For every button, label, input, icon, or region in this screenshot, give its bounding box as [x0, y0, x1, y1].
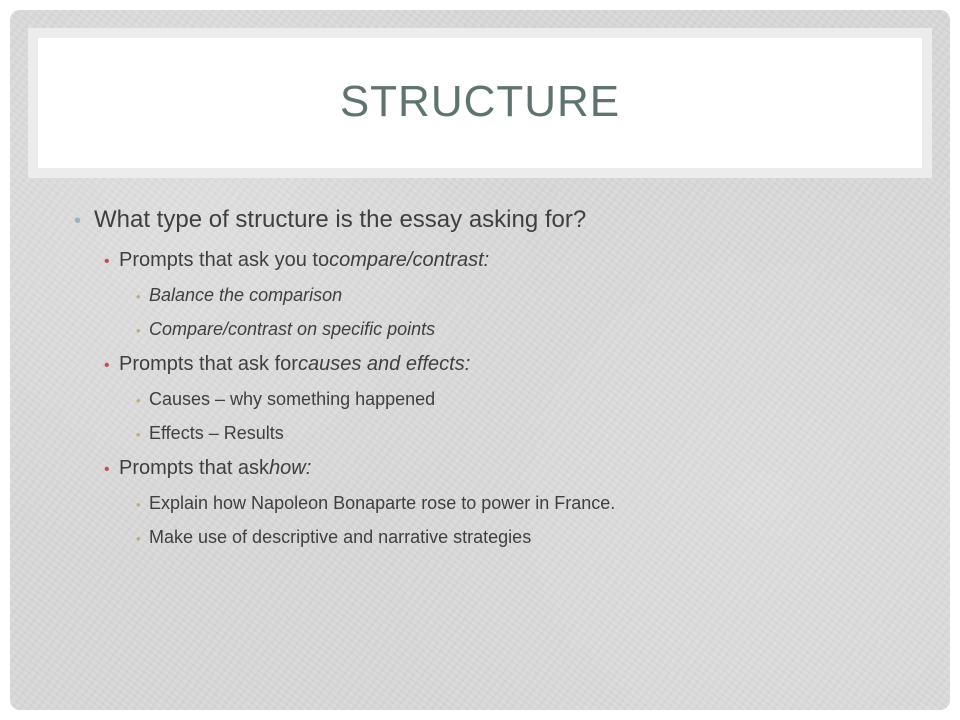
bullet-text: Effects – Results	[149, 423, 284, 443]
bullet-item-effects	[136, 416, 928, 450]
bullet-dot-icon: •	[74, 210, 82, 232]
slide	[10, 10, 950, 710]
bullet-item-compare-contrast	[104, 242, 928, 278]
bullet-text: Causes – why something happened	[149, 389, 436, 409]
bullet-text: Explain how Napoleon Bonaparte rose to power in France.	[149, 493, 616, 513]
bullet-text: Prompts that ask	[119, 457, 270, 479]
bullet-text-emphasis: Compare/contrast on specific points	[149, 319, 436, 339]
bullet-text-emphasis: Balance the comparison	[149, 285, 343, 305]
title-box	[38, 38, 922, 168]
bullet-item-specific-points	[136, 312, 928, 346]
bullet-text: What type of structure is the essay asking for?	[94, 206, 587, 233]
bullet-dot-icon: •	[104, 253, 110, 270]
bullet-item-balance	[136, 278, 928, 312]
bullet-text-emphasis: causes and effects:	[297, 353, 471, 375]
bullet-item-how	[104, 450, 928, 486]
bullet-item-causes	[136, 382, 928, 416]
bullet-dot-icon: •	[136, 531, 141, 546]
bullet-text: Make use of descriptive and narrative strategies	[149, 527, 532, 547]
bullet-text-emphasis: compare/contrast:	[329, 249, 490, 271]
bullet-item-napoleon	[136, 486, 928, 520]
bullet-text: Prompts that ask you to	[119, 249, 330, 271]
bullet-dot-icon: •	[136, 323, 141, 338]
bullet-dot-icon: •	[104, 357, 110, 374]
bullet-item-strategies	[136, 520, 928, 554]
bullet-text-emphasis: how:	[269, 457, 312, 479]
bullet-dot-icon: •	[136, 393, 141, 408]
bullet-item-structure-question	[68, 198, 928, 242]
bullet-list	[68, 198, 928, 554]
bullet-dot-icon: •	[136, 497, 141, 512]
slide-title: STRUCTURE	[339, 77, 621, 126]
title-frame	[28, 28, 932, 178]
bullet-item-causes-effects	[104, 346, 928, 382]
bullet-dot-icon: •	[136, 289, 141, 304]
bullet-text: Prompts that ask for	[119, 353, 298, 375]
bullet-dot-icon: •	[104, 461, 110, 478]
bullet-dot-icon: •	[136, 427, 141, 442]
